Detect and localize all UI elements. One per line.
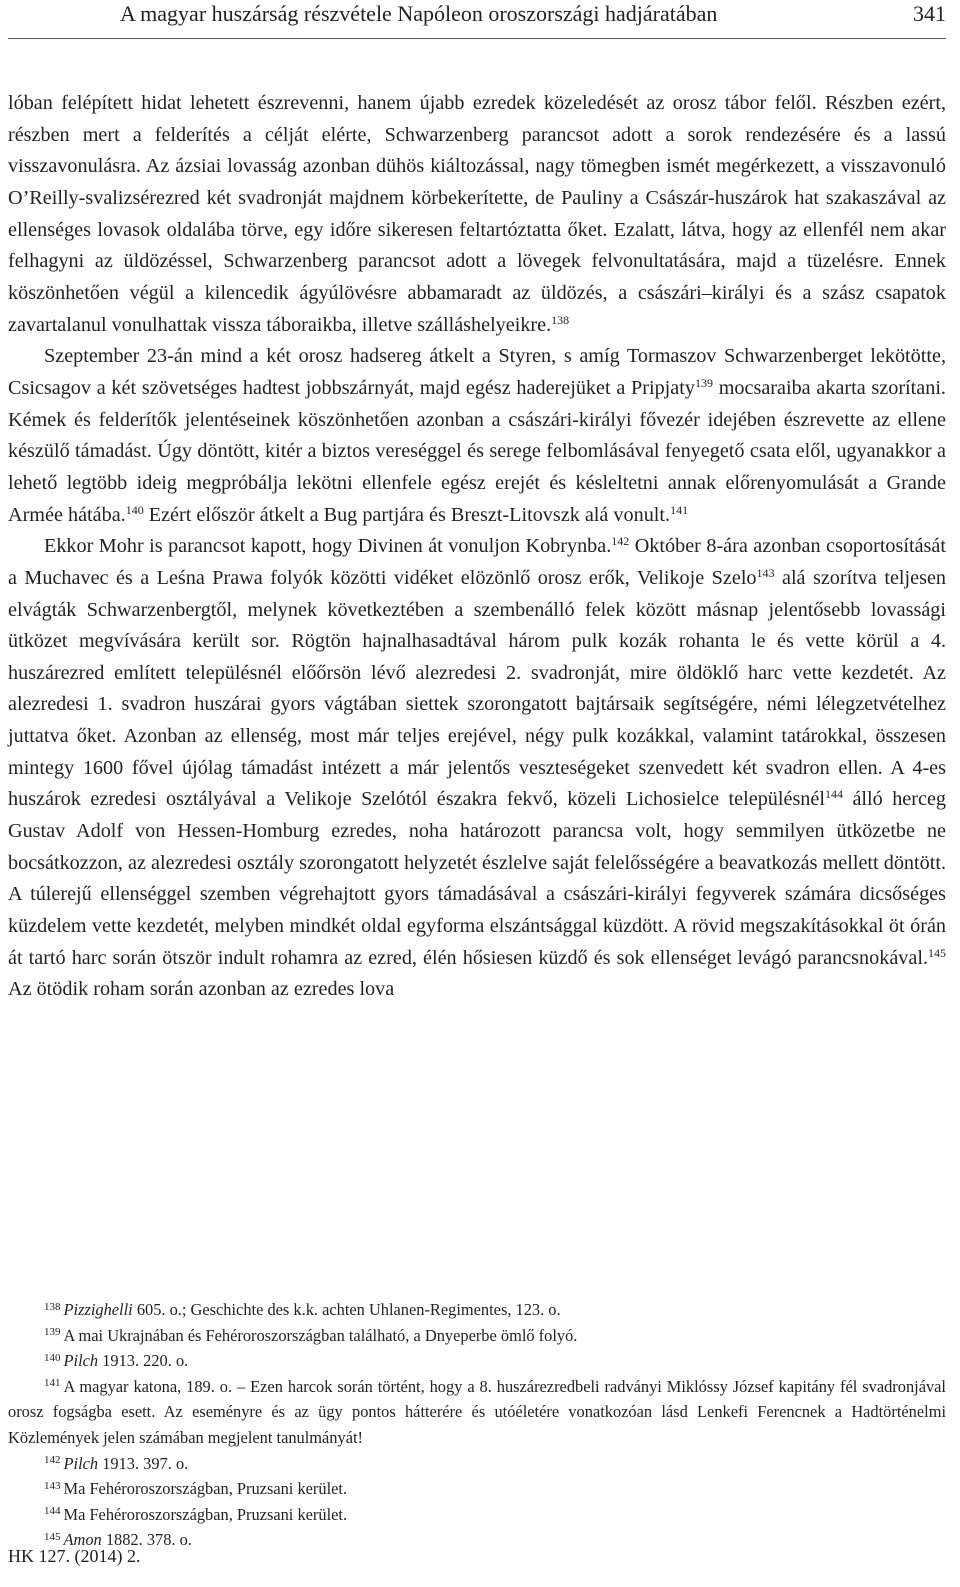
running-header — [8, 0, 946, 39]
page-number: 341 — [913, 1, 946, 26]
footnote-ref-140[interactable]: 140 — [125, 502, 144, 517]
footnote-141: $^{141}$ A magyar katona, 189. o. – Ezen harcok során történt, hogy a 8. huszárezredbeli radványi Miklóssy József kapitány fél svadronjával orosz fogságba esett. Az eseményre és az ügy pontos hátterére és utóéletére vonatkozóan lásd Lenkefi Ferencnek a Hadtörténelmi Közlemények jelen számában megjelent tanulmányát! — [8, 1376, 946, 1447]
footnote-139: $^{139}$ A mai Ukrajnában és Fehéroroszországban található, a Dnyeperbe ömlő folyó. — [44, 1325, 578, 1345]
footnote-ref-139[interactable]: 139 — [694, 375, 713, 390]
paragraph-2: Szeptember 23-án mind a két orosz hadsereg átkelt a Styren, s amíg Tormaszov Schwarzenberget lekötötte, Csicsagov a két szövetséges hadtest jobbszárnyát, majd egész haderejüket a Pripjaty$^{139}$ mocsaraiba akarta szorítani. Kémek és felderítők jelentéseinek köszönhetően azonban a császári-királyi fővezér idejében észrevette az ellene készülő támadást. Úgy döntött, kitér a biztos vereséggel és serege felbomlásával fenyegető csata elől, ugyanakkor a lehető legtöbb ideig megpróbálja lekötni ellenfele egész erejét és késleltetni annak előrenyomulását a Grande Armée hátába.$^{140}$ Ezért először átkelt a Bug partjára és Breszt-Litovszk alá vonult.$^{141}$ — [8, 345, 946, 526]
running-title: A magyar huszárság részvétele Napóleon oroszországi hadjáratában — [120, 1, 718, 26]
footnote-140: $^{140}$ Pilch 1913. 220. o. — [44, 1351, 189, 1371]
footnote-142: $^{142}$ Pilch 1913. 397. o. — [44, 1453, 189, 1473]
footnote-ref-138[interactable]: 138 — [551, 312, 570, 327]
footnote-145: $^{145}$ Amon 1882. 378. o. — [44, 1530, 192, 1550]
footnote-143: $^{143}$ Ma Fehéroroszországban, Pruzsani kerület. — [44, 1479, 348, 1499]
footnote-ref-141[interactable]: 141 — [670, 502, 689, 517]
footnote-ref-142[interactable]: 142 — [611, 534, 630, 548]
footnotes — [8, 1297, 946, 1553]
footnote-144: $^{144}$ Ma Fehéroroszországban, Pruzsani kerület. — [44, 1504, 348, 1524]
footnote-138: $^{138}$ Pizzighelli 605. o.; Geschichte des k.k. achten Uhlanen-Regimentes, 123. o. — [44, 1300, 561, 1319]
paragraph-3: Ekkor Mohr is parancsot kapott, hogy Divinen át vonuljon Kobrynba.$^{142}$ Október 8-ára azonban csoportosítását a Muchavec és a Leśna Prawa folyók közötti vidéket elözönlő orosz erők, Velikoje Szelo$^{143}$ alá szorítva teljesen elvágták Schwarzenbergtől, melynek következtében a szembenálló felek között másnap jelentősebb lovassági ütközet megvívására került sor. Rögtön hajnalhasadtával három pulk kozák rohanta le és vette körül a 4. huszárezred említett településnél előőrsön lévő alezredesi 2. svadronját, mire öldöklő harc vette kezdetét. Az alezredesi 1. svadron huszárai gyors vágtában siettek szorongatott bajtársaik segítségére, némi lélegzetvételhez juttatva őket. Azonban az ellenség, most már teljes erejével, négy pulk kozákkal, valamint tatárokkal, összesen mintegy 1600 fővel újólag támadást intézett a már jelentős veszteségeket szenvedett két svadron ellen. A 4-es huszárok ezredesi osztályával a Velikoje Szelótól északra fekvő, közeli Lichosielce településnél$^{144}$ álló herceg Gustav Adolf von Hessen-Homburg ezredes, noha határozott parancsa volt, hogy semmilyen ütközetbe ne bocsátkozzon, az alezredesi osztály szorongatott helyzetét észlelve saját felelősségére a beavatkozás mellett döntött. A túlerejű ellenséggel szemben végrehajtott gyors támadásával a császári-királyi fegyverek számára dicsőséges küzdelem vette kezdetét, melyben mindkét oldal egyforma elszántsággal küzdött. A rövid megszakításokkal öt órán át tartó harc során ötször indult rohamra az ezred, élén hősiesen küzdő és sok ellenséget levágó parancsnokával.$^{145}$ Az ötödik roham során azonban az ezredes lova — [8, 534, 946, 1001]
paragraph-1: lóban felépített hidat lehetett észrevenni, hanem újabb ezredek közeledését az orosz tábor felől. Részben ezért, részben mert a felderítés a célját elérte, Schwarzenberg parancsot adott a sorok rendezésére és a lassú visszavonulásra. Az ázsiai lovasság azonban dühös kiáltozással, nagy tömegben ismét megérkezett, a visszavonuló O’Reilly-svalizsérezred két svadronját majdnem körbekerítette, de Pauliny a Császár-huszárok hat szakaszával az ellenséges lovasok oldalába törve, egy időre sikeresen feltartóztatta őket. Ezalatt, látva, hogy az ellenfél nem akar felhagyni az üldözéssel, Schwarzenberg parancsot adott a lövegek felvonultatására, majd a tüzelésre. Ennek köszönhetően végül a kilencedik ágyúlövésre abbamaradt az üldözés, a császári–királyi és a szász csapatok zavartalanul vonulhattak vissza táboraikba, illetve szálláshelyeikre.$^{138}$ — [8, 92, 946, 336]
footnote-ref-143[interactable]: 143 — [756, 565, 775, 580]
main-text — [8, 88, 946, 1006]
footnote-ref-144[interactable]: 144 — [824, 787, 843, 802]
footnote-ref-145[interactable]: 145 — [928, 945, 946, 960]
journal-footer: HK 127. (2014) 2. — [8, 1546, 141, 1566]
